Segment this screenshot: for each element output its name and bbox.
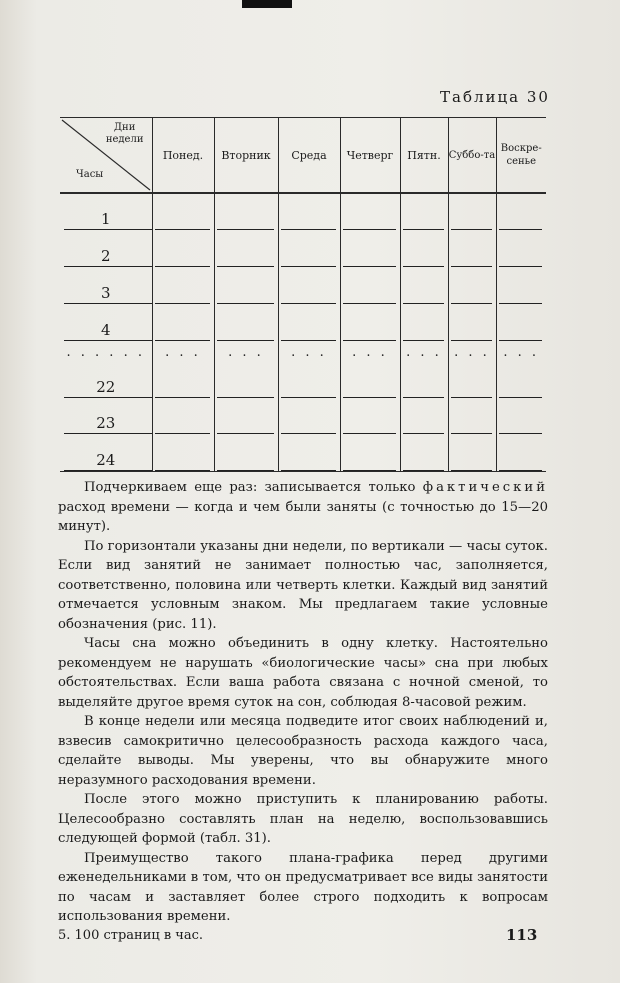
paragraph-6: Преимущество такого плана-графика перед другими еженедельниками в том, что он предусматривает все виды занятости по часам и заставляет более строго подходить к вопросам использования времени. <box>58 850 548 924</box>
corner-hours-label: Часы <box>76 169 104 180</box>
day-cell <box>340 230 400 267</box>
day-cell <box>340 361 400 398</box>
paragraph-5: После этого можно приступить к планированию работы. Целесообразно составлять план на неделю, воспользовавшись следующей формой (табл. 31). <box>58 792 548 846</box>
paragraph-1-emphasis: фактический <box>422 480 548 495</box>
corner-week-word: недели <box>105 134 144 145</box>
day-cell <box>214 230 278 267</box>
day-cell <box>448 193 496 230</box>
hour-label: 24 <box>96 451 116 469</box>
day-cell <box>340 434 400 471</box>
day-cell <box>340 398 400 435</box>
hour-rule <box>64 340 152 341</box>
top-edge-mark <box>242 0 292 8</box>
day-cell <box>448 361 496 398</box>
col-header-sat: Суббо-та <box>448 118 496 194</box>
footer-signature: 5. 100 страниц в час. <box>58 928 204 943</box>
day-ellipsis: . . . <box>291 344 327 360</box>
corner-days-label <box>106 122 144 146</box>
day-cell <box>496 398 546 435</box>
paragraph-1-start: Подчеркиваем еще раз: записывается только <box>84 480 423 495</box>
day-cell <box>400 267 448 304</box>
day-cell <box>278 361 340 398</box>
day-cell <box>340 193 400 230</box>
day-cell <box>278 434 340 471</box>
table-body <box>60 193 546 472</box>
day-cell <box>152 230 214 267</box>
cell-rule <box>343 470 396 471</box>
col-header-thu: Четверг <box>340 118 400 194</box>
day-cell <box>278 230 340 267</box>
hour-label: 1 <box>100 209 111 228</box>
day-ellipsis-cell <box>400 341 448 361</box>
paragraph-2: По горизонтали указаны дни недели, по вертикали — часы суток. Если вид занятий не занимает полностью час, заполняется, соответственно, половина или четверть клетки. Каждый вид занятий отмечается условным знаком. Мы предлагаем такие условные обозначения (рис. 11). <box>58 538 548 632</box>
hour-cell <box>60 230 152 267</box>
day-ellipsis-cell <box>496 341 546 361</box>
col-header-tue: Вторник <box>214 118 278 194</box>
day-cell <box>496 361 546 398</box>
day-cell <box>152 304 214 341</box>
day-cell <box>152 361 214 398</box>
day-cell <box>400 304 448 341</box>
hour-cell <box>60 361 152 398</box>
day-cell <box>448 230 496 267</box>
day-cell <box>496 193 546 230</box>
day-ellipsis: . . . <box>228 344 264 360</box>
paragraph-1-end: расход времени — когда и чем были заняты (с точностью до 15—20 минут). <box>58 499 548 534</box>
body-text <box>58 478 548 927</box>
table-row <box>60 398 546 435</box>
day-cell <box>448 304 496 341</box>
cell-rule <box>155 470 210 471</box>
day-ellipsis-cell <box>448 341 496 361</box>
day-cell <box>496 434 546 471</box>
day-cell <box>214 398 278 435</box>
day-cell <box>448 267 496 304</box>
day-cell <box>152 398 214 435</box>
day-cell <box>278 193 340 230</box>
day-cell <box>340 267 400 304</box>
day-ellipsis-cell <box>214 341 278 361</box>
day-cell <box>214 193 278 230</box>
hour-cell <box>60 267 152 304</box>
cell-rule <box>499 470 543 471</box>
hour-cell <box>60 193 152 230</box>
day-cell <box>214 361 278 398</box>
day-cell <box>496 304 546 341</box>
paragraph-3: Часы сна можно объединить в одну клетку. Настоятельно рекомендуем не нарушать «биологические часы» сна при любых обстоятельствах. Если ваша работа связана с ночной сменой, то выделяйте другое время суток на сон, соблюдая 8-часовой режим. <box>58 636 548 710</box>
corner-days-word: Дни <box>113 122 136 133</box>
hour-label: 22 <box>96 377 116 396</box>
corner-cell <box>60 118 152 194</box>
day-cell <box>152 193 214 230</box>
day-cell <box>214 434 278 471</box>
hour-cell <box>60 304 152 341</box>
day-ellipsis-cell <box>340 341 400 361</box>
day-cell <box>278 304 340 341</box>
day-cell <box>214 304 278 341</box>
paragraph-4: В конце недели или месяца подведите итог своих наблюдений и, взвесив самокритично целесообразность расхода каждого часа, сделайте выводы. Мы уверены, что вы обнаружите много неразумного расходования времени. <box>58 714 548 788</box>
hour-label: 2 <box>100 246 111 265</box>
table-row <box>60 230 546 267</box>
weekly-time-table <box>60 117 546 472</box>
day-cell <box>400 434 448 471</box>
hour-cell <box>60 398 152 435</box>
table-row <box>60 193 546 230</box>
day-ellipsis: . . . <box>503 344 540 360</box>
paragraph-1 <box>58 478 548 537</box>
day-cell <box>400 193 448 230</box>
day-cell <box>496 267 546 304</box>
col-header-fri: Пятн. <box>400 118 448 194</box>
day-cell <box>152 434 214 471</box>
day-ellipsis: . . . <box>406 344 442 360</box>
hour-label: 23 <box>96 414 116 433</box>
cell-rule <box>217 470 274 471</box>
day-cell <box>214 267 278 304</box>
hour-rule <box>64 470 152 471</box>
col-header-sun: Воскре-сенье <box>496 118 546 194</box>
day-cell <box>448 398 496 435</box>
page-number: 113 <box>506 926 538 944</box>
table-header-row <box>60 118 546 194</box>
row-ellipsis: . . . . . . <box>66 344 145 360</box>
hour-label: 3 <box>100 283 111 302</box>
day-cell <box>496 230 546 267</box>
table-caption: Таблица 30 <box>440 88 550 106</box>
day-ellipsis-cell <box>152 341 214 361</box>
col-header-mon: Понед. <box>152 118 214 194</box>
day-cell <box>278 398 340 435</box>
day-cell <box>448 434 496 471</box>
day-cell <box>278 267 340 304</box>
day-cell <box>400 398 448 435</box>
day-cell <box>340 304 400 341</box>
hour-label: 4 <box>100 320 111 339</box>
cell-rule <box>403 470 444 471</box>
col-header-wed: Среда <box>278 118 340 194</box>
hour-cell <box>60 434 152 471</box>
table-row <box>60 341 546 361</box>
day-cell <box>400 361 448 398</box>
table-row <box>60 267 546 304</box>
cell-rule <box>451 470 492 471</box>
table-row <box>60 361 546 398</box>
table-row <box>60 304 546 341</box>
day-ellipsis: . . . <box>352 344 388 360</box>
day-ellipsis: . . . <box>454 344 490 360</box>
day-cell <box>152 267 214 304</box>
day-ellipsis-cell <box>278 341 340 361</box>
table-row <box>60 434 546 471</box>
cell-rule <box>281 470 336 471</box>
row-ellipsis-cell <box>60 341 152 361</box>
day-cell <box>400 230 448 267</box>
day-ellipsis: . . . <box>165 344 201 360</box>
